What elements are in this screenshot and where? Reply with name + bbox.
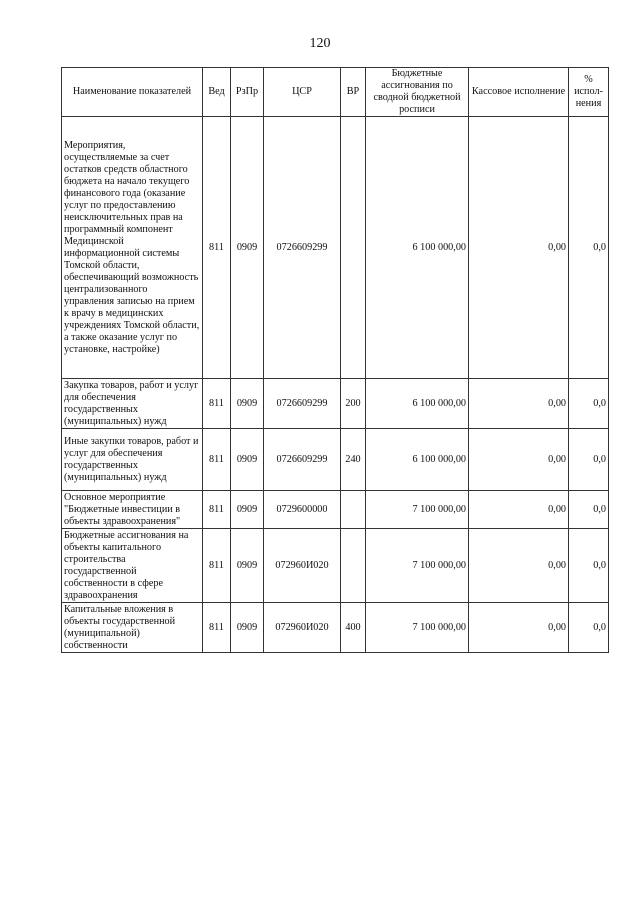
row-rzpr: 0909 bbox=[231, 491, 264, 529]
row-assignments: 6 100 000,00 bbox=[366, 379, 469, 429]
table-row bbox=[62, 529, 609, 603]
row-vr: 200 bbox=[341, 379, 366, 429]
row-name: Мероприятия, осуществляемые за счет остатков средств областного бюджета на начало текущего финансового года (оказание услуг по предоставлению неисключительных прав на программный компонент Медицинской информационной системы Томской области, обеспечивающий возможность централизованного управления записью на прием к врачу в медицинских учреждениях Томской области, а также оказание услуг по установке, настройке) bbox=[62, 117, 203, 379]
row-vr: 240 bbox=[341, 429, 366, 491]
row-assignments: 7 100 000,00 bbox=[366, 491, 469, 529]
row-percent: 0,0 bbox=[569, 117, 609, 379]
row-csr: 072960И020 bbox=[264, 603, 341, 653]
row-name: Иные закупки товаров, работ и услуг для обеспечения государственных (муниципальных) нужд bbox=[62, 429, 203, 491]
row-ved: 811 bbox=[203, 529, 231, 603]
row-assignments: 6 100 000,00 bbox=[366, 429, 469, 491]
row-percent: 0,0 bbox=[569, 603, 609, 653]
table-row bbox=[62, 491, 609, 529]
row-cash: 0,00 bbox=[469, 491, 569, 529]
row-percent: 0,0 bbox=[569, 429, 609, 491]
row-ved: 811 bbox=[203, 117, 231, 379]
row-cash: 0,00 bbox=[469, 603, 569, 653]
row-vr bbox=[341, 529, 366, 603]
row-rzpr: 0909 bbox=[231, 603, 264, 653]
row-name: Закупка товаров, работ и услуг для обеспечения государственных (муниципальных) нужд bbox=[62, 379, 203, 429]
header-csr: ЦСР bbox=[264, 68, 341, 117]
row-vr bbox=[341, 491, 366, 529]
row-ved: 811 bbox=[203, 491, 231, 529]
row-csr: 0726609299 bbox=[264, 379, 341, 429]
row-assignments: 7 100 000,00 bbox=[366, 603, 469, 653]
header-name: Наименование показателей bbox=[62, 68, 203, 117]
row-percent: 0,0 bbox=[569, 491, 609, 529]
row-rzpr: 0909 bbox=[231, 429, 264, 491]
row-name: Основное мероприятие "Бюджетные инвестиции в объекты здравоохранения" bbox=[62, 491, 203, 529]
header-assignments: Бюджетные ассигнования по сводной бюджетной росписи bbox=[366, 68, 469, 117]
row-percent: 0,0 bbox=[569, 379, 609, 429]
row-cash: 0,00 bbox=[469, 529, 569, 603]
row-rzpr: 0909 bbox=[231, 529, 264, 603]
table-row bbox=[62, 117, 609, 379]
row-rzpr: 0909 bbox=[231, 117, 264, 379]
row-vr bbox=[341, 117, 366, 379]
header-cash-execution: Кассовое исполнение bbox=[469, 68, 569, 117]
row-vr: 400 bbox=[341, 603, 366, 653]
row-ved: 811 bbox=[203, 379, 231, 429]
table-header-row bbox=[62, 68, 609, 117]
row-csr: 072960И020 bbox=[264, 529, 341, 603]
header-rzpr: РзПр bbox=[231, 68, 264, 117]
table-row bbox=[62, 379, 609, 429]
budget-table bbox=[61, 67, 609, 653]
row-rzpr: 0909 bbox=[231, 379, 264, 429]
row-name: Бюджетные ассигнования на объекты капитального строительства государственной собственности в сфере здравоохранения bbox=[62, 529, 203, 603]
row-percent: 0,0 bbox=[569, 529, 609, 603]
row-name: Капитальные вложения в объекты государственной (муниципальной) собственности bbox=[62, 603, 203, 653]
page-number: 120 bbox=[309, 36, 331, 51]
header-ved: Вед bbox=[203, 68, 231, 117]
header-vr: ВР bbox=[341, 68, 366, 117]
row-ved: 811 bbox=[203, 429, 231, 491]
row-csr: 0729600000 bbox=[264, 491, 341, 529]
header-percent: % испол-нения bbox=[569, 68, 609, 117]
row-cash: 0,00 bbox=[469, 379, 569, 429]
table-row bbox=[62, 429, 609, 491]
table-row bbox=[62, 603, 609, 653]
row-csr: 0726609299 bbox=[264, 117, 341, 379]
row-cash: 0,00 bbox=[469, 117, 569, 379]
row-assignments: 6 100 000,00 bbox=[366, 117, 469, 379]
row-cash: 0,00 bbox=[469, 429, 569, 491]
row-csr: 0726609299 bbox=[264, 429, 341, 491]
row-ved: 811 bbox=[203, 603, 231, 653]
row-assignments: 7 100 000,00 bbox=[366, 529, 469, 603]
